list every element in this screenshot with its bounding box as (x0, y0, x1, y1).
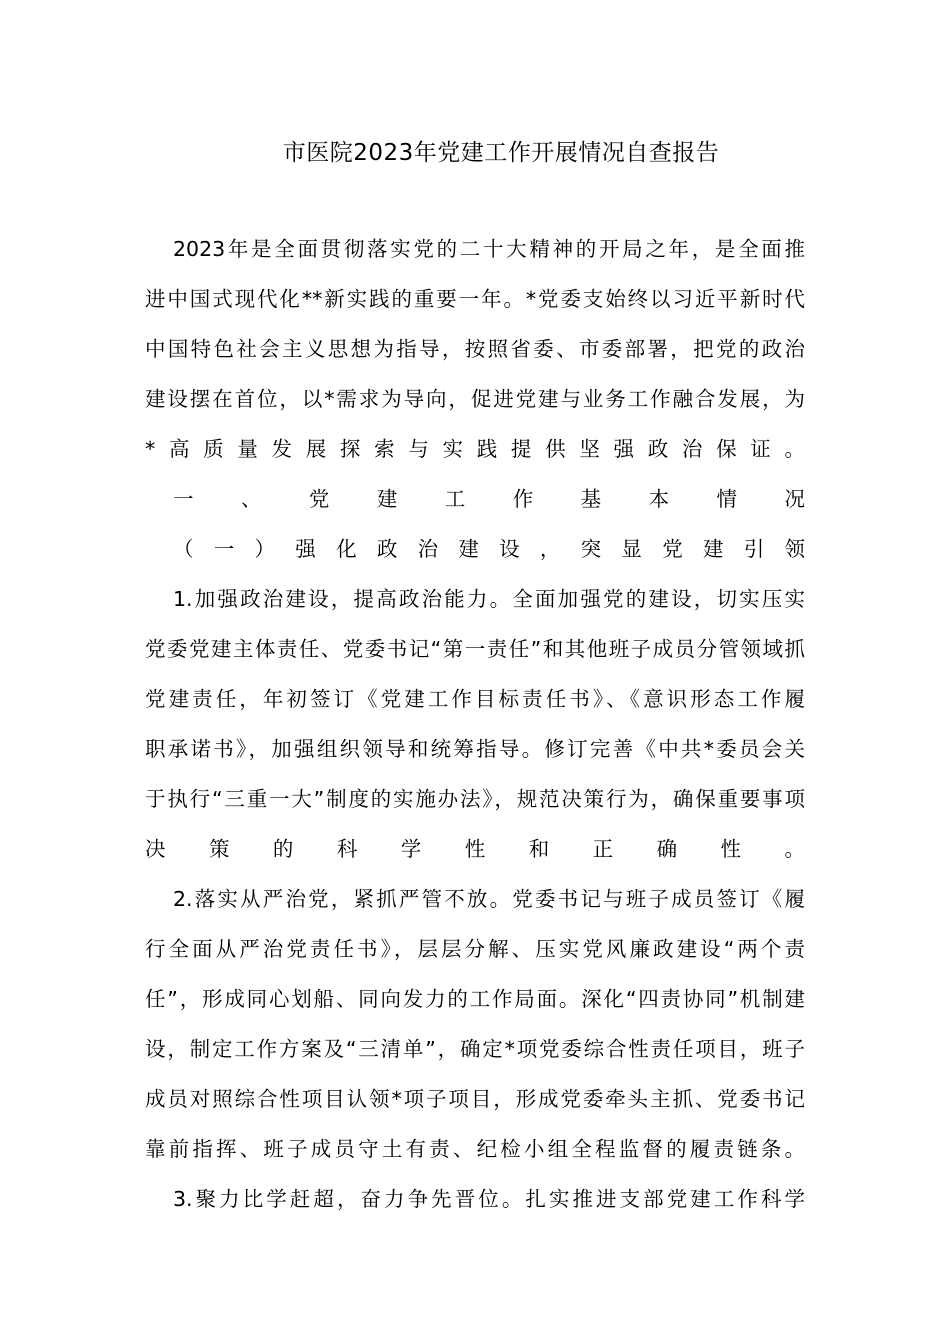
paragraph-line: 行全面从严治党责任书》，层层分解、压实党风廉政建设“两个责 (145, 937, 805, 961)
paragraph-line: 靠前指挥、班子成员守土有责、纪检小组全程监督的履责链条。 (145, 1137, 805, 1161)
paragraph-line: 1.加强政治建设，提高政治能力。全面加强党的建设，切实压实 (173, 587, 805, 611)
paragraph-line: 职承诺书》，加强组织领导和统筹指导。修订完善《中共*委员会关 (145, 737, 805, 761)
paragraph-line: 进中国式现代化**新实践的重要一年。*党委支始终以习近平新时代 (145, 287, 805, 311)
paragraph-line: 任”，形成同心划船、同向发力的工作局面。深化“四责协同”机制建 (145, 987, 805, 1011)
paragraph-line: 中国特色社会主义思想为指导，按照省委、市委部署，把党的政治 (145, 337, 805, 361)
paragraph-line: 党建责任，年初签订《党建工作目标责任书》、《意识形态工作履 (145, 687, 805, 711)
paragraph-line: 2023年是全面贯彻落实党的二十大精神的开局之年，是全面推 (173, 237, 805, 261)
subsection-heading: （一）强化政治建设，突显党建引领 (173, 537, 805, 561)
paragraph-line: 党委党建主体责任、党委书记“第一责任”和其他班子成员分管领域抓 (145, 637, 805, 661)
paragraph-line: *高质量发展探索与实践提供坚强政治保证。 (145, 437, 805, 461)
section-heading: 一、党建工作基本情况 (173, 487, 805, 511)
paragraph-line: 建设摆在首位，以*需求为导向，促进党建与业务工作融合发展，为 (145, 387, 805, 411)
paragraph-line: 成员对照综合性项目认领*项子项目，形成党委牵头主抓、党委书记 (145, 1087, 805, 1111)
paragraph-line: 2.落实从严治党，紧抓严管不放。党委书记与班子成员签订《履 (173, 887, 805, 911)
paragraph-line: 于执行“三重一大”制度的实施办法》，规范决策行为，确保重要事项 (145, 787, 805, 811)
document-title: 市医院2023年党建工作开展情况自查报告 (282, 140, 720, 166)
paragraph-line: 3.聚力比学赶超，奋力争先晋位。扎实推进支部党建工作科学 (173, 1187, 805, 1211)
paragraph-line: 设，制定工作方案及“三清单”，确定*项党委综合性责任项目，班子 (145, 1037, 805, 1061)
paragraph-line: 决策的科学性和正确性。 (145, 837, 805, 861)
